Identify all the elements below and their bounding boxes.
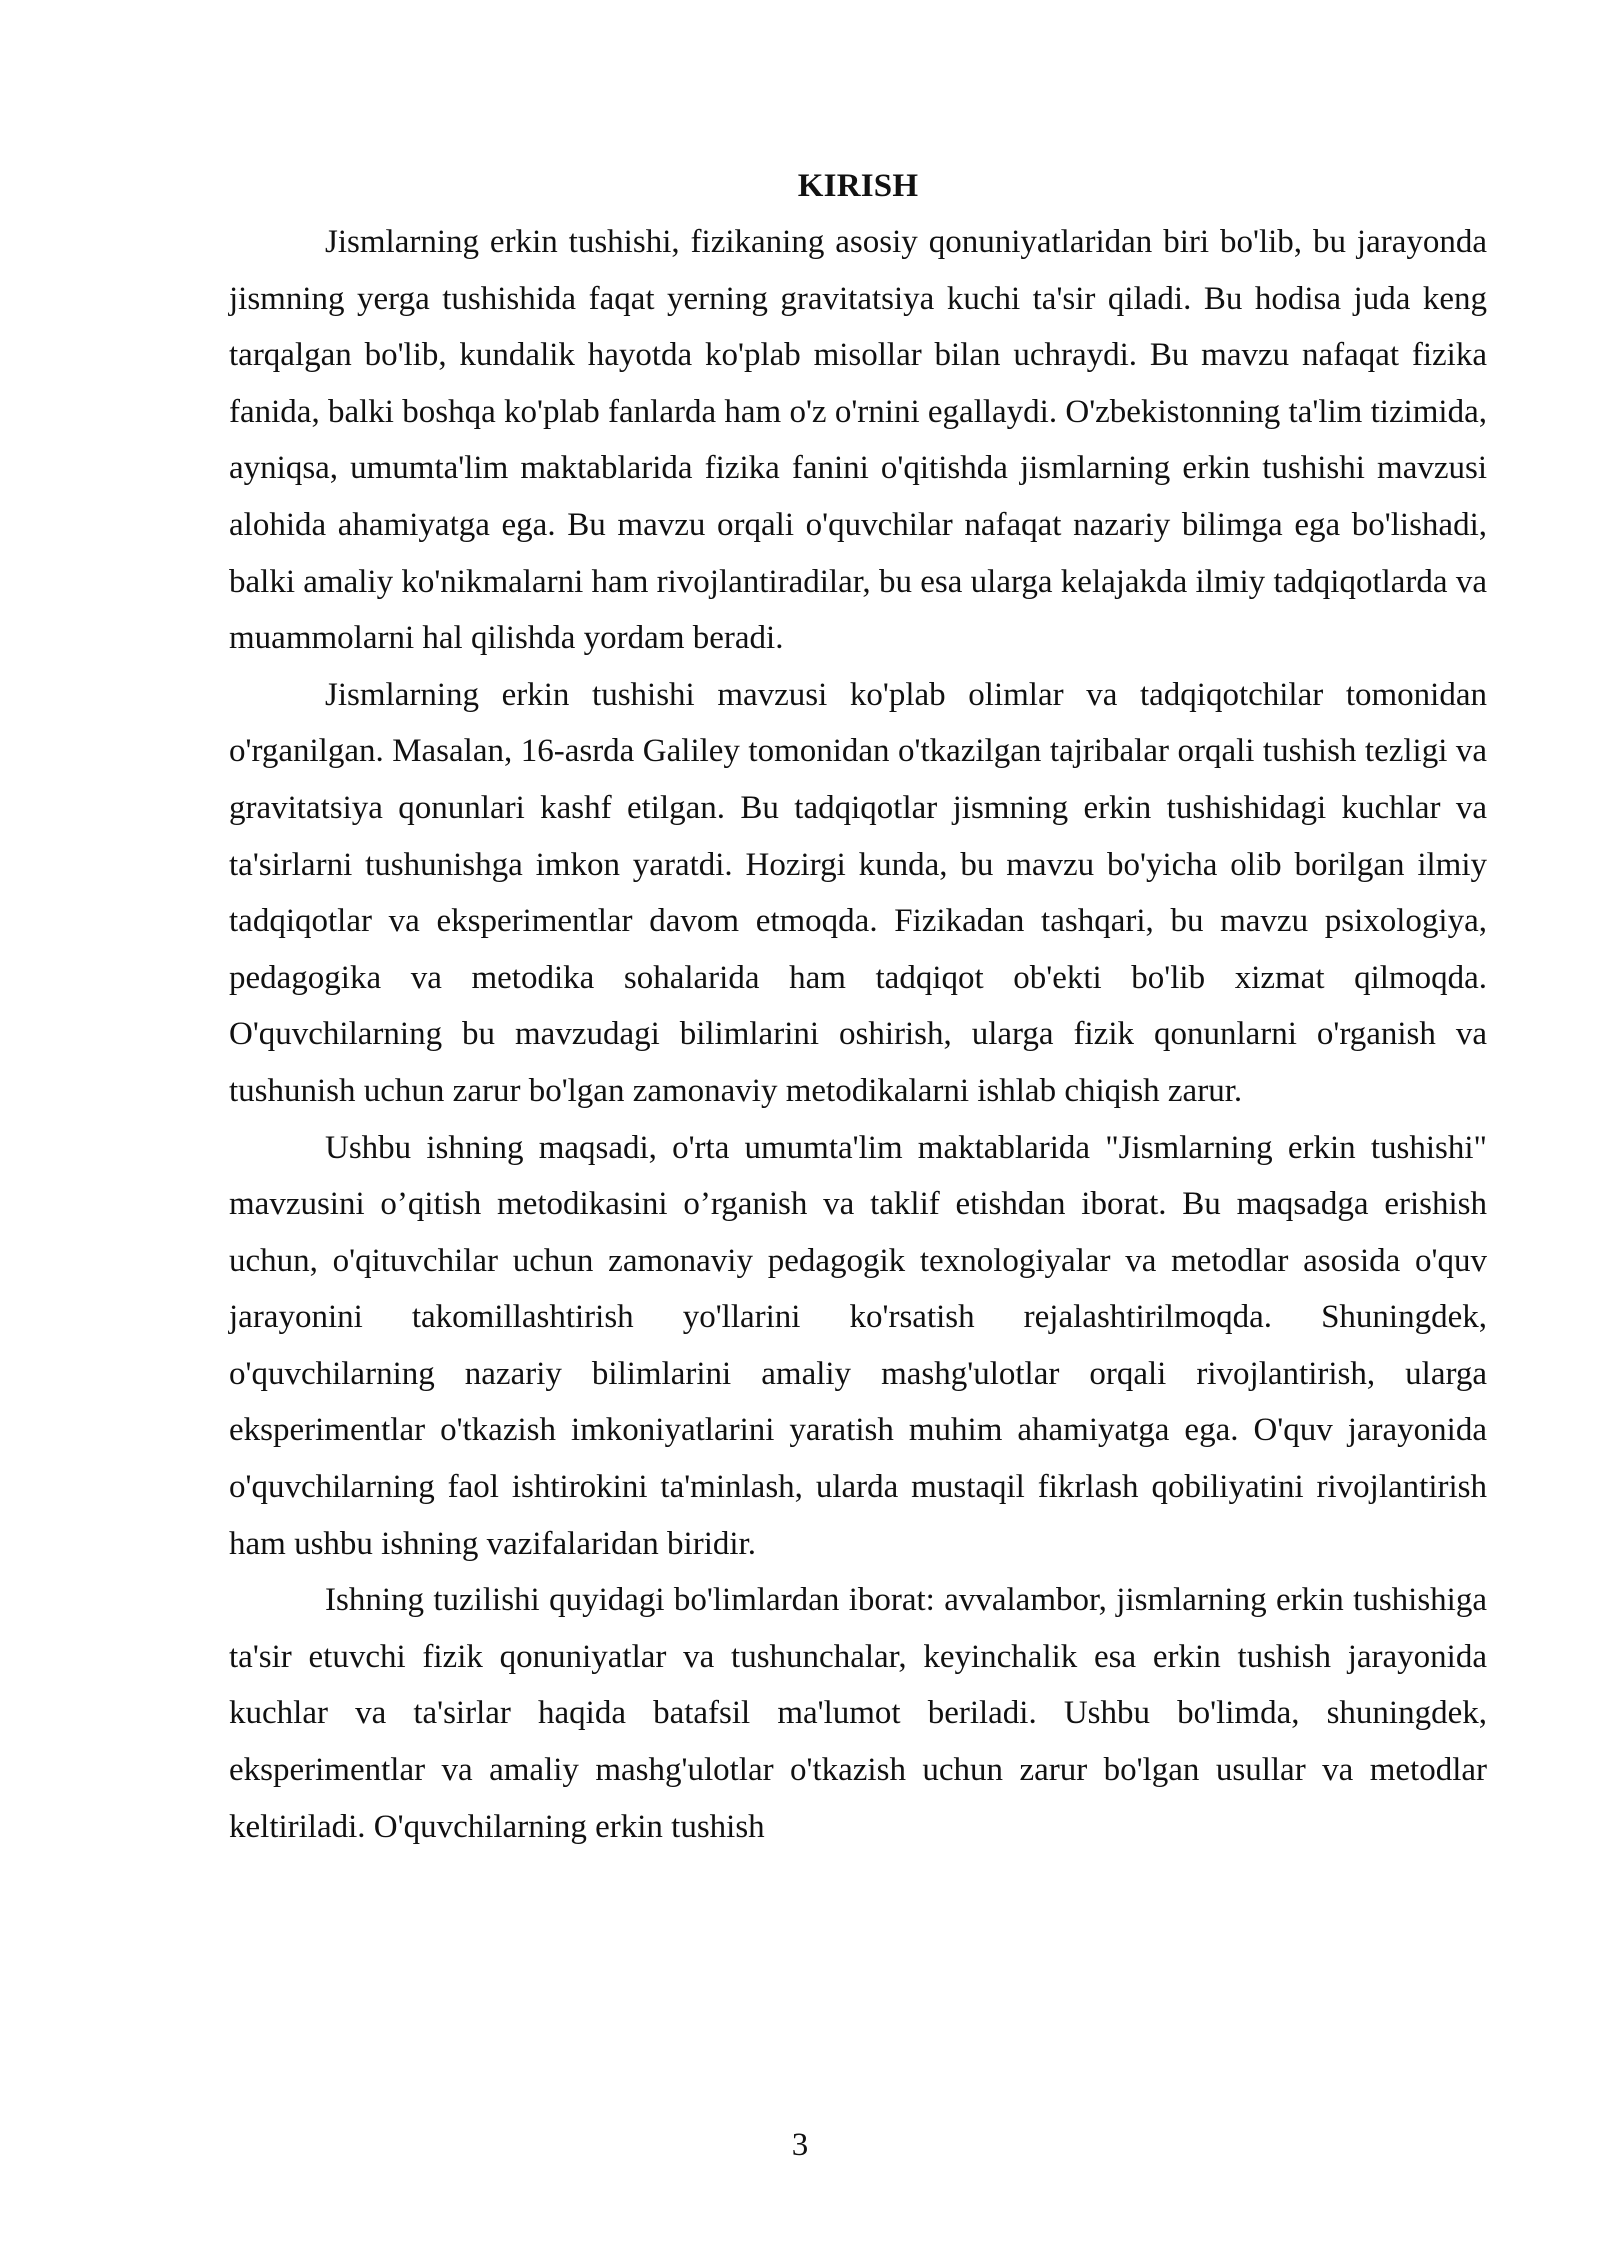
page-number: 3: [791, 2127, 809, 2163]
paragraph-3: Ushbu ishning maqsadi, o'rta umumta'lim maktablarida "Jismlarning erkin tushishi" mavzusini o’qitish metodikasini o’rganish va taklif etishdan iborat. Bu maqsadga erishish uchun, o'qituvchilar uchun zamonaviy pedagogik texnologiyalar va metodlar asosida o'quv jarayonini takomillashtirish yo'llarini ko'rsatish rejalashtirilmoqda. Shuningdek, o'quvchilarning nazariy bilimlarini amaliy mashg'ulotlar orqali rivojlantirish, ularga eksperimentlar o'tkazish imkoniyatlarini yaratish muhim ahamiyatga ega. O'quv jarayonida o'quvchilarning faol ishtirokini ta'minlash, ularda mustaqil fikrlash qobiliyatini rivojlantirish ham ushbu ishning vazifalaridan biridir.: [229, 1129, 1487, 1562]
paragraph-1: Jismlarning erkin tushishi, fizikaning asosiy qonuniyatlaridan biri bo'lib, bu jarayonda jismning yerga tushishida faqat yerning gravitatsiya kuchi ta'sir qiladi. Bu hodisa juda keng tarqalgan bo'lib, kundalik hayotda ko'plab misollar bilan uchraydi. Bu mavzu nafaqat fizika fanida, balki boshqa ko'plab fanlarda ham o'z o'rnini egallaydi. O'zbekistonning ta'lim tizimida, ayniqsa, umumta'lim maktablarida fizika fanini o'qitishda jismlarning erkin tushishi mavzusi alohida ahamiyatga ega. Bu mavzu orqali o'quvchilar nafaqat nazariy bilimga ega bo'lishadi, balki amaliy ko'nikmalarni ham rivojlantiradilar, bu esa ularga kelajakda ilmiy tadqiqotlarda va muammolarni hal qilishda yordam beradi.: [229, 224, 1487, 657]
page-title: KIRISH: [797, 168, 919, 204]
page-content: [229, 158, 1487, 1855]
paragraph-2: Jismlarning erkin tushishi mavzusi ko'plab olimlar va tadqiqotchilar tomonidan o'rganilgan. Masalan, 16-asrda Galiley tomonidan o'tkazilgan tajribalar orqali tushish tezligi va gravitatsiya qonunlari kashf etilgan. Bu tadqiqotlar jismning erkin tushishidagi kuchlar va ta'sirlarni tushunishga imkon yaratdi. Hozirgi kunda, bu mavzu bo'yicha olib borilgan ilmiy tadqiqotlar va eksperimentlar davom etmoqda. Fizikadan tashqari, bu mavzu psixologiya, pedagogika va metodika sohalarida ham tadqiqot ob'ekti bo'lib xizmat qilmoqda. O'quvchilarning bu mavzudagi bilimlarini oshirish, ularga fizik qonunlarni o'rganish va tushunish uchun zarur bo'lgan zamonaviy metodikalarni ishlab chiqish zarur.: [229, 676, 1487, 1109]
paragraph-4: Ishning tuzilishi quyidagi bo'limlardan iborat: avvalambor, jismlarning erkin tushishiga ta'sir etuvchi fizik qonuniyatlar va tushunchalar, keyinchalik esa erkin tushish jarayonida kuchlar va ta'sirlar haqida batafsil ma'lumot beriladi. Ushbu bo'limda, shuningdek, eksperimentlar va amaliy mashg'ulotlar o'tkazish uchun zarur bo'lgan usullar va metodlar keltiriladi. O'quvchilarning erkin tushish: [229, 1582, 1487, 1845]
